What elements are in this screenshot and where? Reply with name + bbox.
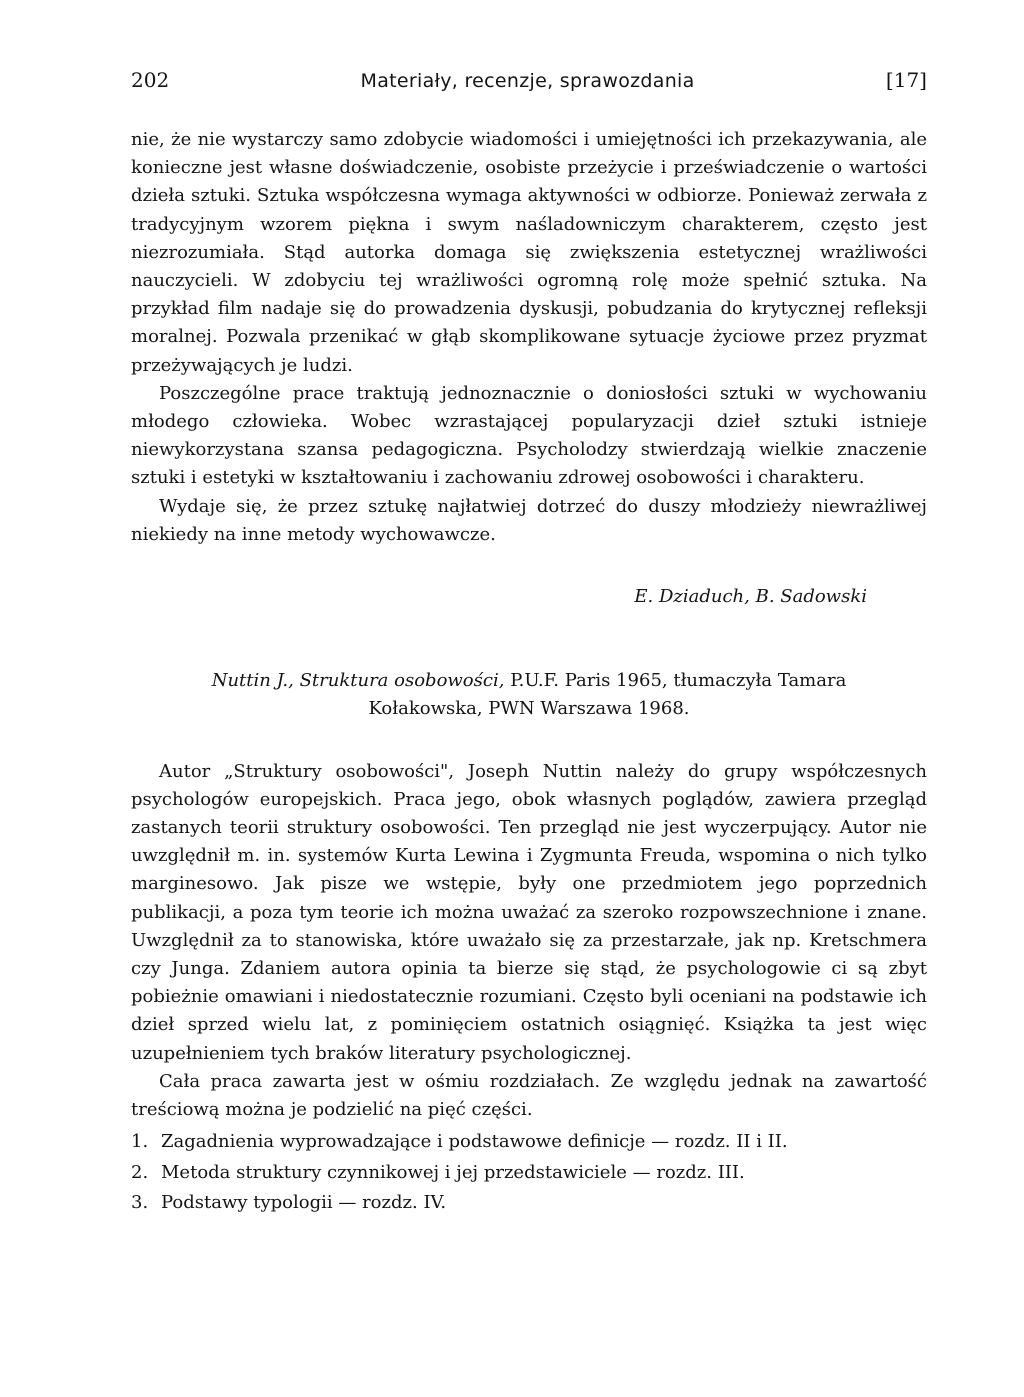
page-number: 202: [131, 68, 170, 92]
paragraph: Wydaje się, że przez sztukę najłatwiej dotrzeć do duszy młodzieży niewrażliwej niekiedy na inne metody wychowawcze.: [131, 495, 927, 545]
bibliographic-header: [131, 667, 927, 723]
page: [131, 66, 927, 1219]
review-body: [131, 758, 927, 1217]
list-item-number: 2.: [131, 1161, 149, 1183]
list-item-number: 1.: [131, 1131, 149, 1153]
list-item: [131, 1189, 927, 1217]
running-head: [131, 66, 927, 96]
running-title: Materiały, recenzje, sprawozdania: [360, 70, 695, 92]
list-item-text: Podstawy typologii — rozdz. IV.: [161, 1191, 447, 1213]
list-item-text: Zagadnienia wyprowadzające i podstawowe definicje — rozdz. II i II.: [161, 1131, 788, 1153]
second-review: [131, 667, 927, 1217]
parts-list: [131, 1128, 927, 1217]
list-item-text: Metoda struktury czynnikowej i jej przedstawiciele — rozdz. III.: [161, 1161, 745, 1183]
first-review: [131, 126, 927, 611]
paragraph: nie, że nie wystarczy samo zdobycie wiadomości i umiejętności ich przekazywania, ale konieczne jest własne doświadczenie, osobiste przeżycie i przeświadczenie o wartości dzieła sztuki. Sztuka współczesna wymaga aktywności w odbiorze. Ponieważ zerwała z tradycyjnym wzorem piękna i swym naśladowniczym charakterem, często jest niezrozumiała. Stąd autorka domaga się zwiększenia estetycznej wrażliwości nauczycieli. W zdobyciu tej wrażliwości ogromną rolę może spełnić sztuka. Na przykład film nadaje się do prowadzenia dyskusji, pobudzania do krytycznej refleksji moralnej. Pozwala przenikać w głąb skomplikowane sytuacje życiowe przez pryzmat przeżywających je ludzi.: [131, 129, 927, 376]
list-item: [131, 1159, 927, 1187]
paragraph: Cała praca zawarta jest w ośmiu rozdziałach. Ze względu jednak na zawartość treściową można je podzielić na pięć części.: [131, 1070, 927, 1121]
review-signature: E. Dziaduch, B. Sadowski: [634, 586, 867, 608]
book-title: Struktura osobowości,: [299, 670, 505, 692]
book-author: Nuttin J.,: [211, 670, 294, 692]
list-item-number: 3.: [131, 1191, 149, 1213]
list-item: [131, 1128, 927, 1156]
publication-details: P.U.F. Paris 1965, tłumaczyła Tamara: [510, 670, 847, 692]
publication-details-cont: Kołakowska, PWN Warszawa 1968.: [368, 698, 690, 720]
paragraph: Autor „Struktury osobowości", Joseph Nuttin należy do grupy współczesnych psychologów europejskich. Praca jego, obok własnych poglądów, zawiera przegląd zastanych teorii struktury osobowości. Ten przegląd nie jest wyczerpujący. Autor nie uwzględnił m. in. systemów Kurta Lewina i Zygmunta Freuda, wspomina o nich tylko marginesowo. Jak pisze we wstępie, były one przedmiotem jego poprzednich publikacji, a poza tym teorie ich można uważać za szeroko rozpowszechnione i znane. Uwzględnił za to stanowiska, które uważało się za przestarzałe, jak np. Kretschmera czy Junga. Zdaniem autora opinia ta bierze się stąd, że psychologowie ci są zbyt pobieżnie omawiani i niedostatecznie rozumiani. Często byli oceniani na podstawie ich dzieł sprzed wielu lat, z pominięciem ostatnich osiągnięć. Książka ta jest więc uzupełnieniem tych braków literatury psychologicznej.: [131, 760, 927, 1064]
paragraph: Poszczególne prace traktują jednoznacznie o doniosłości sztuki w wychowaniu młodego człowieka. Wobec wzrastającej popularyzacji dzieł sztuki istnieje niewykorzystana szansa pedagogiczna. Psycholodzy stwierdzają wielkie znaczenie sztuki i estetyki w kształtowaniu i zachowaniu zdrowej osobowości i charakteru.: [131, 382, 927, 489]
issue-number: [17]: [885, 68, 927, 92]
